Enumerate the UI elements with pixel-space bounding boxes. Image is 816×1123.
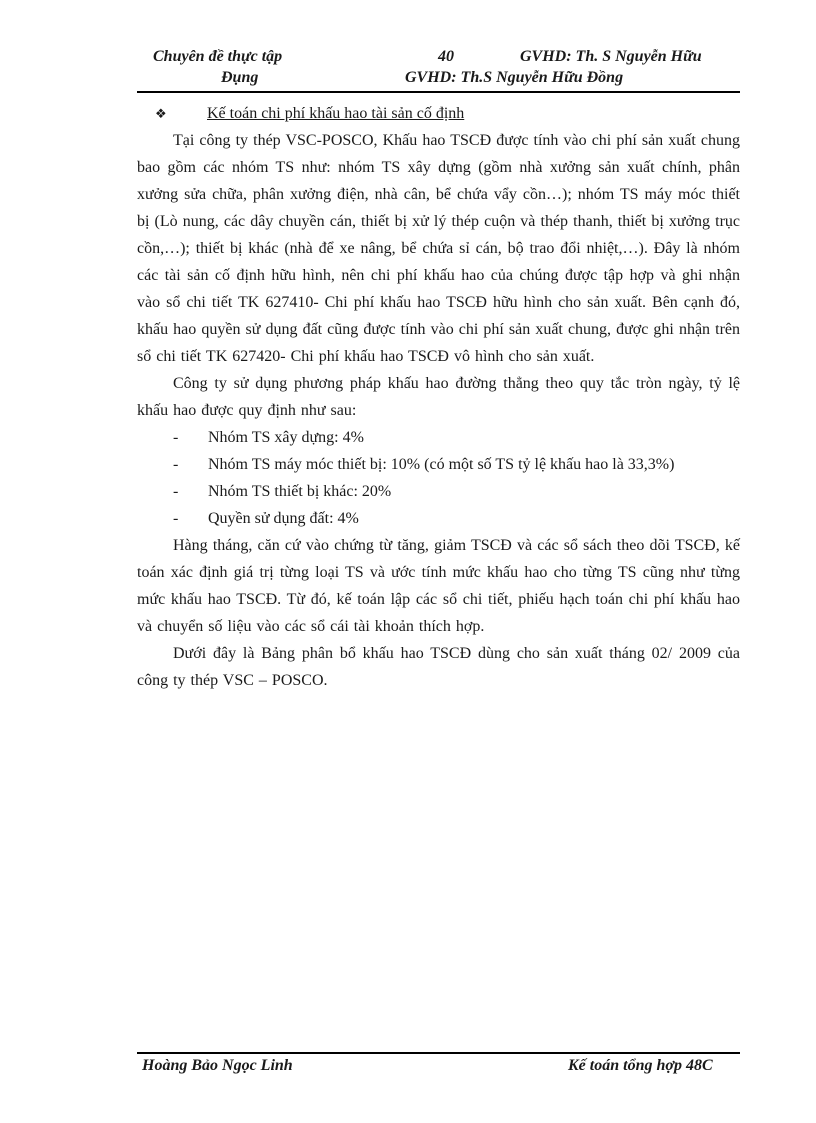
- rate-item: [137, 478, 740, 505]
- dash-marker: -: [173, 510, 179, 527]
- paragraph-table-intro: Dưới đây là Bảng phân bổ khấu hao TSCĐ dùng cho sản xuất tháng 02/ 2009 của công ty thép VSC – POSCO.: [137, 645, 740, 689]
- rate-list: [137, 424, 740, 532]
- rate-text: Nhóm TS máy móc thiết bị: 10% (có một số TS tỷ lệ khấu hao là 33,3%): [208, 456, 675, 473]
- rate-text: Nhóm TS xây dựng: 4%: [208, 429, 364, 446]
- diamond-bullet-icon: ❖: [155, 106, 167, 121]
- rate-text: Quyền sử dụng đất: 4%: [208, 510, 359, 527]
- section-heading: [137, 100, 740, 127]
- section-heading-text: Kế toán chi phí khấu hao tài sản cố định: [207, 105, 465, 122]
- page-number: 40: [438, 48, 454, 65]
- dash-marker: -: [173, 429, 179, 446]
- header-title-line2: Đụng: [221, 69, 259, 86]
- header-gvhd-line2: GVHD: Th.S Nguyễn Hữu Đồng: [405, 69, 624, 86]
- dash-marker: -: [173, 456, 179, 473]
- page-body: [137, 100, 740, 694]
- header-rule: [137, 91, 740, 93]
- rate-text: Nhóm TS thiết bị khác: 20%: [208, 483, 392, 500]
- rate-item: [137, 451, 740, 478]
- footer-author: Hoàng Bảo Ngọc Linh: [142, 1057, 293, 1074]
- paragraph-monthly-process: Hàng tháng, căn cứ vào chứng từ tăng, giảm TSCĐ và các sổ sách theo dõi TSCĐ, kế toán xác định giá trị từng loại TS và ước tính mức khấu hao cho từng TS cũng như từng mức khấu hao TSCĐ. Từ đó, kế toán lập các sổ chi tiết, phiếu hạch toán chi phí khấu hao và chuyển số liệu vào các sổ cái tài khoản thích hợp.: [137, 537, 740, 635]
- paragraph-method: Công ty sử dụng phương pháp khấu hao đường thẳng theo quy tắc tròn ngày, tỷ lệ khấu hao được quy định như sau:: [137, 375, 740, 419]
- header-title-line1: Chuyên đề thực tập: [153, 48, 283, 65]
- rate-item: [137, 424, 740, 451]
- footer-rule: [137, 1052, 740, 1054]
- rate-item: [137, 505, 740, 532]
- footer-class: Kế toán tổng hợp 48C: [568, 1057, 713, 1074]
- paragraph-depreciation-groups: Tại công ty thép VSC-POSCO, Khấu hao TSCĐ được tính vào chi phí sản xuất chung bao gồm các nhóm TS như: nhóm TS xây dựng (gồm nhà xưởng sản xuất chính, phân xưởng sửa chữa, phân xưởng điện, nhà cân, bể chứa vẩy cồn…); nhóm TS máy móc thiết bị (Lò nung, các dây chuyền cán, thiết bị xử lý thép cuộn và thép thanh, thiết bị xưởng trục cồn,…); thiết bị khác (nhà để xe nâng, bể chứa sỉ cán, bộ trao đổi nhiệt,…). Đây là nhóm các tài sản cố định hữu hình, nên chi phí khấu hao của chúng được tập hợp và ghi nhận vào sổ chi tiết TK 627410- Chi phí khấu hao TSCĐ hữu hình cho sản xuất. Bên cạnh đó, khấu hao quyền sử dụng đất cũng được tính vào chi phí sản xuất chung, được ghi nhận trên sổ chi tiết TK 627420- Chi phí khấu hao TSCĐ vô hình cho sản xuất.: [137, 132, 740, 365]
- header-gvhd-line1: GVHD: Th. S Nguyễn Hữu: [520, 48, 702, 65]
- dash-marker: -: [173, 483, 179, 500]
